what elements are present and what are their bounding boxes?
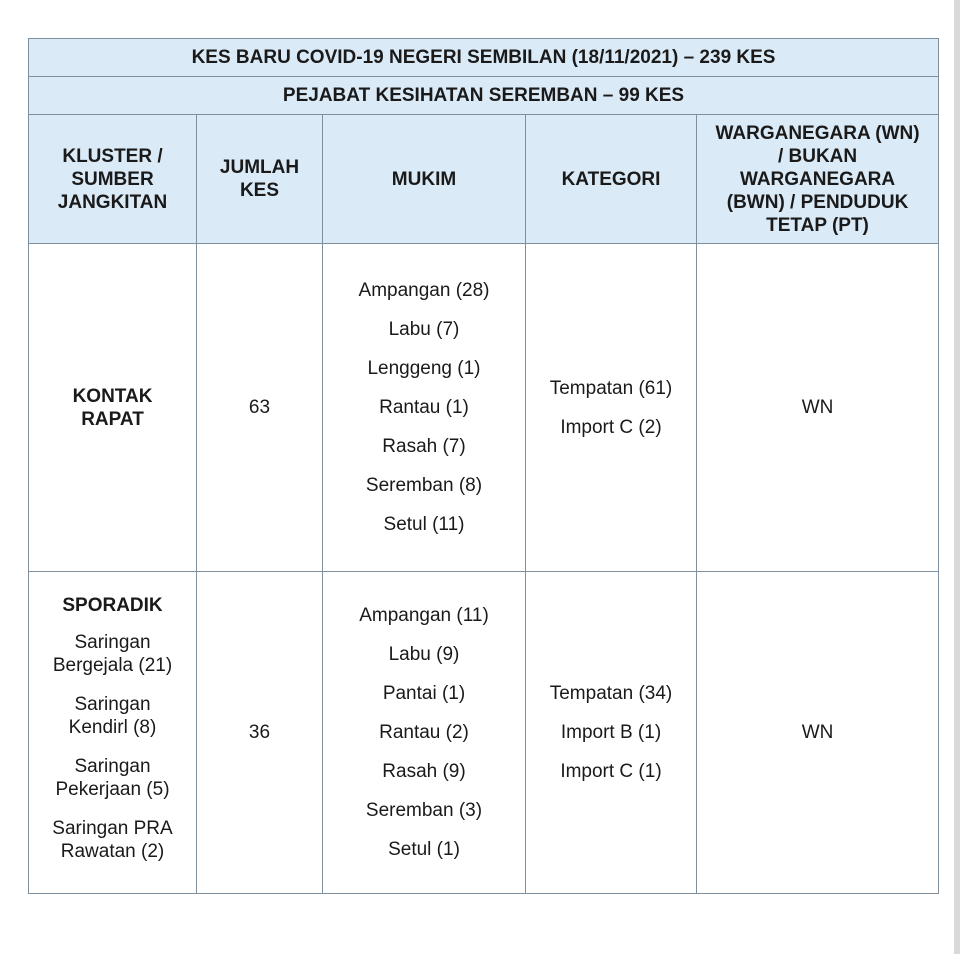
list-item: Labu (7) [388, 319, 460, 340]
list-item: Import C (2) [560, 416, 662, 438]
list-item: Seremban (8) [365, 475, 483, 496]
table-row [29, 572, 939, 894]
list-item: Import B (1) [560, 722, 662, 743]
list-item: Lenggeng (1) [367, 358, 481, 379]
list-item: Rasah (7) [382, 436, 466, 457]
list-item: Seremban (3) [365, 800, 483, 821]
list-item: Rantau (2) [379, 722, 469, 743]
list-item: Ampangan (28) [358, 280, 490, 301]
list-item: Setul (11) [383, 514, 465, 535]
kategori-cell [526, 244, 697, 572]
list-item: Setul (1) [388, 839, 460, 860]
list-item: Rantau (1) [379, 397, 469, 418]
table-title: KES BARU COVID-19 NEGERI SEMBILAN (18/11/2021) – 239 KES [29, 39, 939, 77]
list-item: Saringan Bergejala (21) [52, 632, 173, 676]
list-item: Saringan Kendirl (8) [68, 694, 157, 738]
list-item: Ampangan (11) [359, 605, 489, 626]
list-item: Rasah (9) [382, 761, 466, 782]
list-item: Saringan Pekerjaan (5) [55, 756, 170, 800]
list-item: Pantai (1) [382, 683, 466, 704]
mukim-cell [323, 572, 526, 894]
list-item: Tempatan (61) [549, 377, 673, 399]
kategori-cell [526, 572, 697, 894]
header-kluster: KLUSTER / SUMBER JANGKITAN [29, 115, 197, 244]
warganegara-cell: WN [697, 244, 939, 572]
page-edge [954, 0, 960, 954]
header-row [29, 115, 939, 244]
list-item: Tempatan (34) [549, 683, 673, 704]
jumlah-cell: 63 [197, 244, 323, 572]
jumlah-cell: 36 [197, 572, 323, 894]
header-kategori: KATEGORI [526, 115, 697, 244]
list-item: Import C (1) [560, 761, 662, 782]
header-warganegara: WARGANEGARA (WN) / BUKAN WARGANEGARA (BWN) / PENDUDUK TETAP (PT) [697, 115, 939, 244]
sporadik-title: SPORADIK [62, 595, 163, 616]
title-row [29, 39, 939, 77]
covid-cases-table [28, 38, 939, 894]
table-subtitle: PEJABAT KESIHATAN SEREMBAN – 99 KES [29, 77, 939, 115]
list-item: Labu (9) [388, 644, 460, 665]
table-row [29, 244, 939, 572]
list-item: Saringan PRA Rawatan (2) [52, 818, 173, 862]
header-jumlah: JUMLAH KES [197, 115, 323, 244]
kluster-cell [29, 572, 197, 894]
subtitle-row [29, 77, 939, 115]
mukim-cell [323, 244, 526, 572]
kluster-cell: KONTAK RAPAT [29, 244, 197, 572]
header-mukim: MUKIM [323, 115, 526, 244]
warganegara-cell: WN [697, 572, 939, 894]
